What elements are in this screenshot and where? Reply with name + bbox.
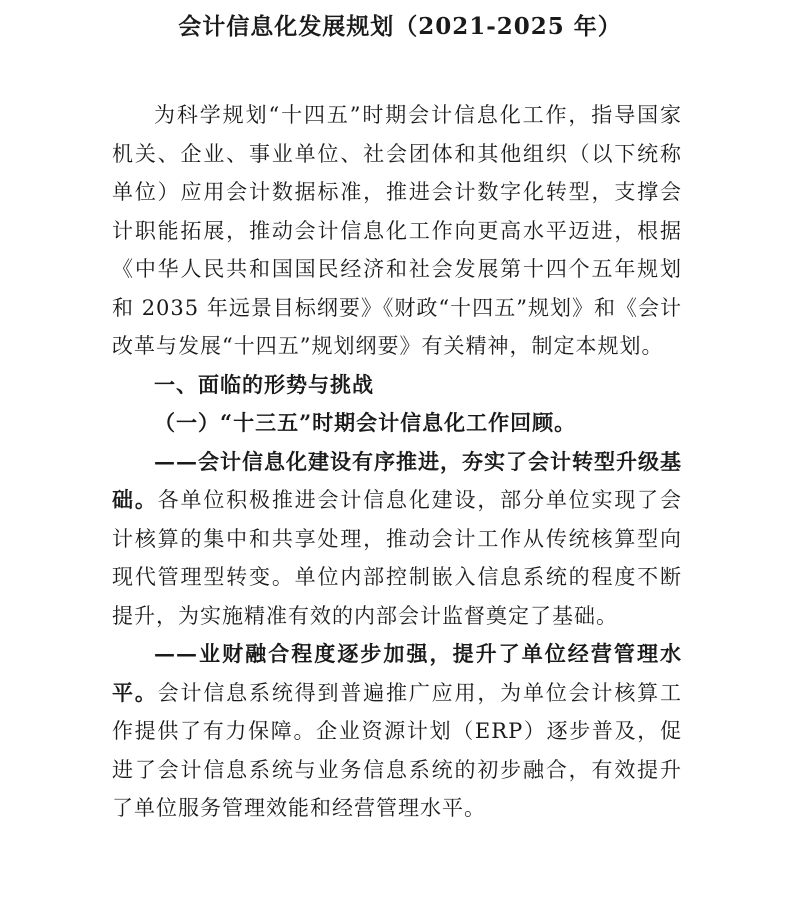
point-body-1: 各单位积极推进会计信息化建设，部分单位实现了会计核算的集中和共享处理，推动会计工作从传统核算型向现代管理型转变。单位内部控制嵌入信息系统的程度不断提升，为实施精准有效的内部会计监督奠定了基础。 [112, 488, 683, 628]
point-body-2: 会计信息系统得到普遍推广应用，为单位会计核算工作提供了有力保障。企业资源计划（ERP）逐步普及，促进了会计信息系统与业务信息系统的初步融合，有效提升了单位服务管理效能和经营管理水平。 [112, 680, 683, 820]
document-title: 会计信息化发展规划（2021-2025 年） [178, 13, 622, 40]
subsection-heading: （一）“十三五”时期会计信息化工作回顾。 [154, 410, 577, 435]
section-heading: 一、面临的形势与挑战 [154, 371, 374, 397]
point-lead-1: ——会计信息化建设有序推进，夯实了会计转型升级基础。 [112, 448, 682, 512]
document-body [112, 96, 682, 828]
point-lead-2: ——业财融合程度逐步加强，提升了单位经营管理水平。 [112, 641, 682, 705]
point-paragraph-1 [112, 443, 682, 636]
intro-paragraph: 为科学规划“十四五”时期会计信息化工作，指导国家机关、企业、事业单位、社会团体和其他组织（以下统称单位）应用会计数据标准，推进会计数字化转型，支撑会计职能拓展，推动会计信息化工作向更高水平迈进，根据《中华人民共和国国民经济和社会发展第十四个五年规划和 2035 年远景目标纲要》《财政“十四五”规划》和《会计改革与发展“十四五”规划纲要》有关精神，制定本规划。 [112, 103, 682, 358]
point-paragraph-2 [112, 635, 682, 828]
